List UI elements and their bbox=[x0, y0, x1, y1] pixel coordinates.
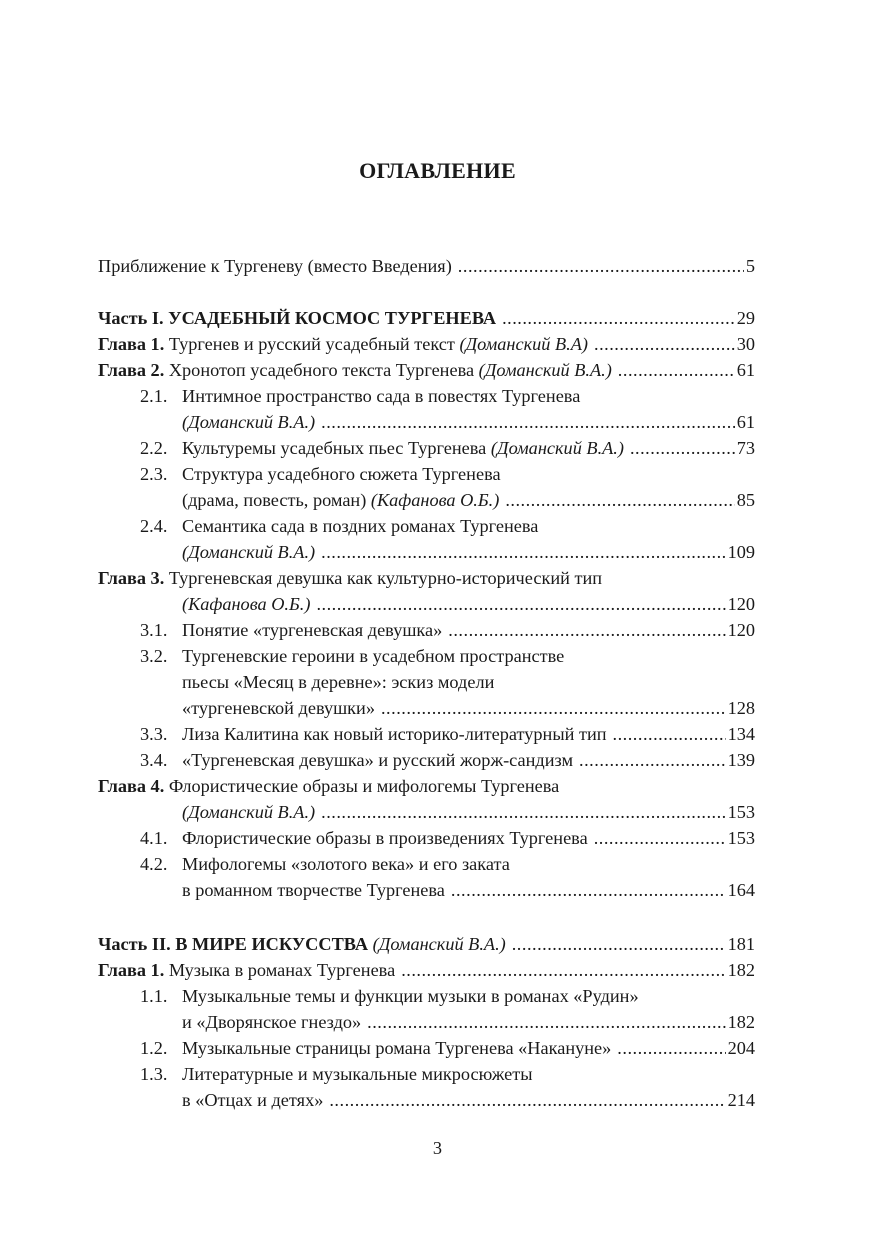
toc-entry-text: Литературные и музыкальные микросюжеты bbox=[182, 1064, 533, 1084]
toc-entry-text: УСАДЕБНЫЙ КОСМОС ТУРГЕНЕВА bbox=[168, 308, 497, 328]
toc-author: (Доманский В.А.) bbox=[372, 934, 506, 954]
toc-entry-introduction[interactable] bbox=[98, 253, 755, 279]
toc-entry-text-continued: и «Дворянское гнездо» bbox=[182, 1012, 362, 1032]
toc-page-number: 85 bbox=[736, 490, 755, 510]
toc-entry-text: Флористические образы и мифологемы Тургенева bbox=[168, 776, 560, 796]
toc-entry-text: Музыкальные темы и функции музыки в романах «Рудин» bbox=[182, 986, 639, 1006]
spacer bbox=[98, 903, 755, 931]
toc-page-number: 128 bbox=[727, 698, 755, 718]
toc-page-number: 182 bbox=[727, 1012, 755, 1032]
leader-dots bbox=[329, 1087, 725, 1113]
toc-section-number: 2.4. bbox=[140, 516, 168, 536]
toc-entry-text-continued: в романном творчестве Тургенева bbox=[182, 880, 445, 900]
toc-chapter-label: Глава 1. bbox=[98, 334, 165, 354]
toc-page-number: 5 bbox=[745, 256, 755, 276]
toc-entry-text: Семантика сада в поздних романах Тургенева bbox=[182, 516, 539, 536]
toc-entry-section-2-1[interactable] bbox=[98, 383, 755, 435]
toc-entry-part1-chapter-1[interactable] bbox=[98, 331, 755, 357]
toc-entry-section-3-1[interactable] bbox=[98, 617, 755, 643]
toc-entry-part2-chapter-1[interactable] bbox=[98, 957, 755, 983]
toc-chapter-label: Глава 4. bbox=[98, 776, 165, 796]
toc-section-number: 3.3. bbox=[140, 724, 168, 744]
toc-page-number: 30 bbox=[736, 334, 755, 354]
leader-dots bbox=[321, 539, 725, 565]
toc-section-number: 1.2. bbox=[140, 1038, 168, 1058]
toc-section-number: 2.2. bbox=[140, 438, 168, 458]
toc-page-number: 120 bbox=[727, 594, 755, 614]
toc-entry-text-continued: в «Отцах и детях» bbox=[182, 1090, 324, 1110]
toc-entry-section-1-2[interactable] bbox=[98, 1035, 755, 1061]
toc-author: (Кафанова О.Б.) bbox=[182, 594, 311, 614]
toc-entry-part1-chapter-3[interactable] bbox=[98, 565, 755, 617]
toc-section-number: 3.1. bbox=[140, 620, 168, 640]
leader-dots bbox=[617, 1035, 725, 1061]
toc-section-number: 1.1. bbox=[140, 986, 168, 1006]
toc-author: (Доманский В.А) bbox=[459, 334, 588, 354]
toc-entry-part1-chapter-2[interactable] bbox=[98, 357, 755, 383]
toc-page-number: 120 bbox=[727, 620, 755, 640]
leader-dots bbox=[502, 305, 735, 331]
toc-entry-text: Флористические образы в произведениях Тургенева bbox=[182, 828, 588, 848]
toc-entry-text: Музыкальные страницы романа Тургенева «Накануне» bbox=[182, 1038, 612, 1058]
leader-dots bbox=[448, 617, 725, 643]
toc-chapter-label: Глава 3. bbox=[98, 568, 165, 588]
toc-entry-text: Культуремы усадебных пьес Тургенева bbox=[182, 438, 487, 458]
leader-dots bbox=[451, 877, 726, 903]
leader-dots bbox=[618, 357, 735, 383]
toc-entry-section-2-2[interactable] bbox=[98, 435, 755, 461]
toc-entry-part-2[interactable] bbox=[98, 931, 755, 957]
page-title: ОГЛАВЛЕНИЕ bbox=[359, 158, 516, 183]
leader-dots bbox=[381, 695, 726, 721]
toc-entry-text: Тургеневская девушка как культурно-исторический тип bbox=[168, 568, 603, 588]
leader-dots bbox=[594, 331, 735, 357]
toc-section-number: 1.3. bbox=[140, 1064, 168, 1084]
leader-dots bbox=[321, 409, 735, 435]
toc-entry-text: В МИРЕ ИСКУССТВА bbox=[175, 934, 369, 954]
toc-author: (Доманский В.А.) bbox=[182, 412, 316, 432]
leader-dots bbox=[594, 825, 726, 851]
toc-page-number: 73 bbox=[736, 438, 755, 458]
toc-author: (Доманский В.А.) bbox=[490, 438, 624, 458]
toc-author: (Кафанова О.Б.) bbox=[370, 490, 500, 510]
toc-page-number: 109 bbox=[727, 542, 755, 562]
toc-entry-text: Лиза Калитина как новый историко-литературный тип bbox=[182, 724, 607, 744]
toc-section-number: 2.1. bbox=[140, 386, 168, 406]
toc-page-number: 29 bbox=[736, 308, 755, 328]
toc-entry-text: Тургеневские героини в усадебном пространстве bbox=[182, 646, 565, 666]
toc-page-number: 153 bbox=[727, 828, 755, 848]
toc-entry-section-4-2[interactable] bbox=[98, 851, 755, 903]
toc-entry-part1-chapter-4[interactable] bbox=[98, 773, 755, 825]
toc-entry-text-continued: «тургеневской девушки» bbox=[182, 698, 375, 718]
toc-entry-section-3-4[interactable] bbox=[98, 747, 755, 773]
toc-page-number: 134 bbox=[727, 724, 755, 744]
toc-author: (Доманский В.А.) bbox=[478, 360, 612, 380]
toc-section-number: 4.2. bbox=[140, 854, 168, 874]
toc-section-number: 4.1. bbox=[140, 828, 168, 848]
toc-author: (Доманский В.А.) bbox=[182, 542, 316, 562]
toc-section-number: 3.2. bbox=[140, 646, 168, 666]
leader-dots bbox=[401, 957, 725, 983]
toc-entry-text: Мифологемы «золотого века» и его заката bbox=[182, 854, 510, 874]
toc-section-number: 2.3. bbox=[140, 464, 168, 484]
toc-entry-text: Хронотоп усадебного текста Тургенева bbox=[168, 360, 475, 380]
toc-page-number: 61 bbox=[736, 360, 755, 380]
leader-dots bbox=[505, 487, 734, 513]
toc-page-number: 139 bbox=[727, 750, 755, 770]
leader-dots bbox=[512, 931, 726, 957]
toc-part-label: Часть II. bbox=[98, 934, 171, 954]
toc-page-number: 204 bbox=[727, 1038, 755, 1058]
page-number: 3 bbox=[432, 1138, 443, 1158]
toc-entry-section-2-4[interactable] bbox=[98, 513, 755, 565]
leader-dots bbox=[613, 721, 726, 747]
toc-part-label: Часть I. bbox=[98, 308, 164, 328]
toc-author: (Доманский В.А.) bbox=[182, 802, 316, 822]
toc-entry-section-1-3[interactable] bbox=[98, 1061, 755, 1113]
toc-entry-section-3-2[interactable] bbox=[98, 643, 755, 721]
toc-page-number: 61 bbox=[736, 412, 755, 432]
toc-section-number: 3.4. bbox=[140, 750, 168, 770]
toc-entry-section-2-3[interactable] bbox=[98, 461, 755, 513]
toc-page-number: 153 bbox=[727, 802, 755, 822]
toc-entry-text-continued: пьесы «Месяц в деревне»: эскиз модели bbox=[182, 672, 495, 692]
toc-entry-section-1-1[interactable] bbox=[98, 983, 755, 1035]
toc-entry-text: «Тургеневская девушка» и русский жорж-сандизм bbox=[182, 750, 574, 770]
leader-dots bbox=[321, 799, 725, 825]
leader-dots bbox=[579, 747, 726, 773]
toc-entry-text: Интимное пространство сада в повестях Тургенева bbox=[182, 386, 581, 406]
toc-chapter-label: Глава 1. bbox=[98, 960, 165, 980]
toc-entry-text: Музыка в романах Тургенева bbox=[168, 960, 396, 980]
toc-entry-section-3-3[interactable] bbox=[98, 721, 755, 747]
toc-entry-text: Понятие «тургеневская девушка» bbox=[182, 620, 443, 640]
toc-entry-part-1[interactable] bbox=[98, 305, 755, 331]
toc-page-number: 181 bbox=[727, 934, 755, 954]
leader-dots bbox=[367, 1009, 725, 1035]
toc-entry-text: Тургенев и русский усадебный текст bbox=[168, 334, 455, 354]
toc-page-number: 182 bbox=[727, 960, 755, 980]
toc-chapter-label: Глава 2. bbox=[98, 360, 165, 380]
toc-entry-text-continued: (драма, повесть, роман) bbox=[182, 490, 367, 510]
leader-dots bbox=[630, 435, 735, 461]
spacer bbox=[98, 279, 755, 305]
leader-dots bbox=[316, 591, 725, 617]
table-of-contents bbox=[98, 253, 755, 1113]
toc-page-number: 164 bbox=[727, 880, 755, 900]
leader-dots bbox=[458, 253, 744, 279]
toc-entry-text: Структура усадебного сюжета Тургенева bbox=[182, 464, 501, 484]
toc-entry-text: Приближение к Тургеневу (вместо Введения) bbox=[98, 256, 452, 276]
toc-entry-section-4-1[interactable] bbox=[98, 825, 755, 851]
toc-page-number: 214 bbox=[727, 1090, 755, 1110]
